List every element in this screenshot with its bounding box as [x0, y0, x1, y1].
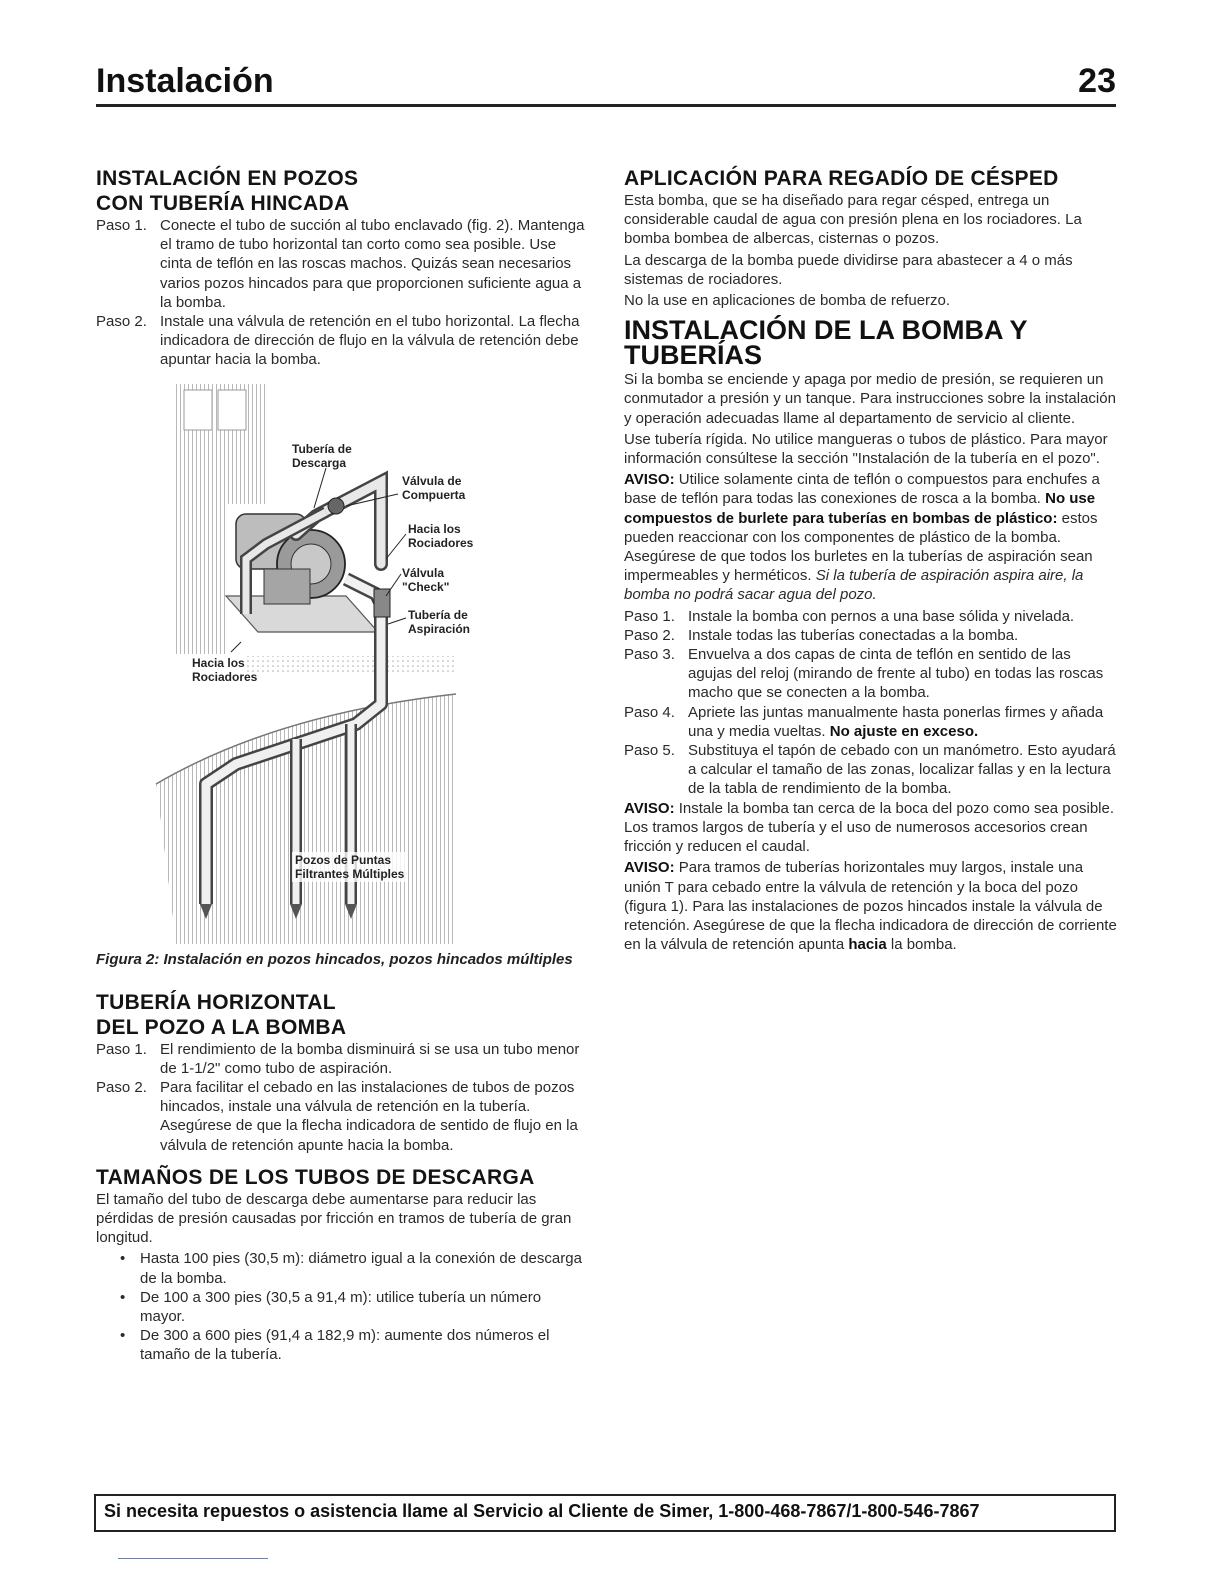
step-item: Paso 5. Substituya el tapón de cebado con un manómetro. Esto ayudará a calcular el tamaño de las zonas, localizar fallas y en la lectura de la tabla de rendimiento de la bomba. [624, 742, 1116, 798]
step-item: Paso 1. El rendimiento de la bomba disminuirá si se usa un tubo menor de 1-1/2" como tubo de aspiración. [96, 1040, 580, 1077]
step-item: Paso 2. Instale una válvula de retención en el tubo horizontal. La flecha indicadora de dirección de flujo en la válvula de retención debe apuntar hacia la bomba. [96, 313, 580, 369]
label-valvula-check: Válvula "Check" [402, 565, 450, 594]
step-item: Paso 4. Apriete las juntas manualmente hasta ponerlas firmes y añada una y media vueltas. No ajuste en exceso. [624, 703, 1104, 740]
discharge-size-list [96, 1249, 588, 1364]
support-footer-text: Si necesita repuestos o asistencia llame al Servicio al Cliente de Simer, 1-800-468-7867/1-800-546-7867 [104, 1501, 980, 1521]
section-title-discharge-sizes: TAMAÑOS DE LOS TUBOS DE DESCARGA [96, 1165, 535, 1189]
header-rule [96, 104, 1116, 107]
page-number: 23 [1078, 62, 1116, 100]
paragraph: Use tubería rígida. No utilice mangueras o tubos de plástico. Para mayor información consúltese la sección "Instalación de la tubería en el pozo". [624, 430, 1108, 468]
list-item: • Hasta 100 pies (30,5 m): diámetro igual a la conexión de descarga de la bomba. [120, 1250, 582, 1287]
page-title: Instalación [96, 62, 274, 100]
list-item: • De 100 a 300 pies (30,5 a 91,4 m): utilice tubería un número mayor. [120, 1288, 542, 1326]
list-item: • De 300 a 600 pies (91,4 a 182,9 m): aumente dos números el tamaño de la tubería. [120, 1327, 550, 1364]
step-item: Paso 3. Envuelva a dos capas de cinta de teflón en sentido de las agujas del reloj (mirando de frente al tubo) en todas las roscas macho que se conecten a la bomba. [624, 646, 1104, 702]
support-footer [94, 1494, 1116, 1532]
label-valvula-compuerta: Válvula de Compuerta [402, 473, 466, 502]
left-column [96, 166, 588, 1365]
paragraph: No la use en aplicaciones de bomba de refuerzo. [624, 292, 951, 310]
section-title-horizontal-pipe: TUBERÍA HORIZONTAL DEL POZO A LA BOMBA [96, 990, 347, 1039]
section-title-lawn-irrigation: APLICACIÓN PARA REGADÍO DE CÉSPED [624, 167, 1059, 190]
right-column [624, 166, 1118, 956]
aviso-teflon: AVISO: Utilice solamente cinta de teflón o compuestos para enchufes a base de teflón para todas las conexiones de rosca a la bomba. No use compuestos de burlete para tuberías en bombas de plástico: estos pueden reaccionar con los componentes de plástico de la bomba. Asegúrese de que todos los burletes en la tuberías de aspiración sean impermeables y herméticos. Si la tubería de aspiración aspira aire, la bomba no podrá sacar agua del pozo. [624, 471, 1100, 604]
step-item: Paso 2. Para facilitar el cebado en las instalaciones de tubos de pozos hincados, instale una válvula de retención en la tubería. Asegúrese de que la flecha indicadora de sentido de flujo en la válvula de retención apunte hacia la bomba. [96, 1079, 578, 1154]
paragraph: La descarga de la bomba puede dividirse para abastecer a 4 o más sistemas de rociadores. [624, 251, 1073, 288]
installation-figure [96, 384, 588, 944]
aviso-proximity: AVISO: Instale la bomba tan cerca de la boca del pozo como sea posible. Los tramos largos de tubería y el uso de numerosos accesorios crean fricción y reducen el caudal. [624, 799, 1115, 856]
gate-valve-icon [328, 498, 344, 514]
section-title-driven-wells: INSTALACIÓN EN POZOS CON TUBERÍA HINCADA [96, 167, 359, 215]
paragraph: Esta bomba, que se ha diseñado para regar césped, entrega un considerable caudal de agua con presión plena en los rociadores. La bomba bombea de albercas, cisternas o pozos. [624, 192, 1082, 248]
step-item: Paso 2. Instale todas las tuberías conectadas a la bomba. [624, 626, 1019, 644]
label-pozos: Pozos de Puntas Filtrantes Múltiples [292, 852, 407, 882]
page-header [96, 62, 1116, 108]
label-hacia-rociadores-left: Hacia los Rociadores [192, 655, 258, 684]
aviso-horizontal-runs: AVISO: Para tramos de tuberías horizontales muy largos, instale una unión T para cebado entre la válvula de retención y la boca del pozo (figura 1). Para las instalaciones de pozos hincados instale la válvula de retención. Asegúrese de que la flecha indicadora de dirección de corriente en la válvula de retención apunta hacia la bomba. [624, 859, 1117, 954]
step-item: Paso 1. Conecte el tubo de succión al tubo enclavado (fig. 2). Mantenga el tramo de tubo horizontal tan corto como sea posible. Use cinta de teflón en las roscas machos. Quizás sean necesarios varios pozos hincados para que proporcionen suficiente agua a la bomba. [96, 217, 585, 311]
figure-caption: Figura 2: Instalación en pozos hincados, pozos hincados múltiples [96, 950, 573, 968]
label-hacia-rociadores-right: Hacia los Rociadores [408, 521, 474, 550]
footer-divider [118, 1558, 268, 1559]
discharge-intro: El tamaño del tubo de descarga debe aumentarse para reducir las pérdidas de presión causadas por fricción en tramos de tubería de gran longitud. [96, 1190, 572, 1247]
step-item: Paso 1. Instale la bomba con pernos a una base sólida y nivelada. [624, 607, 1075, 625]
label-tuberia-aspiracion: Tubería de Aspiración [408, 607, 471, 636]
paragraph: Si la bomba se enciende y apaga por medio de presión, se requieren un conmutador a presión y un tanque. Para instrucciones sobre la instalación y operación adecuadas llame al departamento de servicio al cliente. [624, 371, 1116, 427]
label-tuberia-descarga: Tubería de Descarga [292, 441, 352, 470]
section-title-pump-installation: INSTALACIÓN DE LA BOMBA Y TUBERÍAS [624, 315, 1028, 371]
